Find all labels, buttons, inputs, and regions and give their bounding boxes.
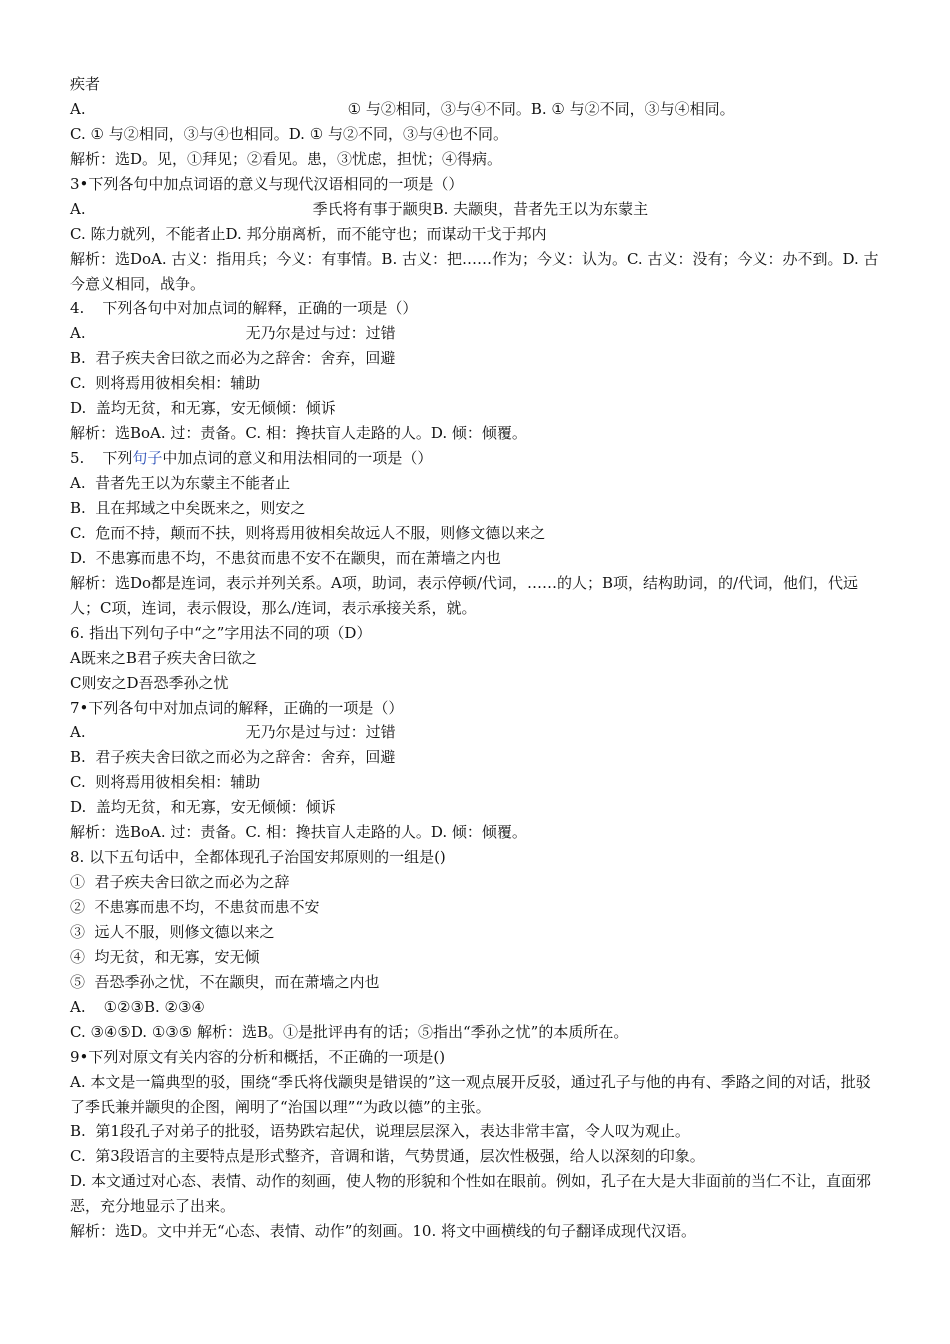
option-label: A. xyxy=(70,324,86,343)
sentence-link[interactable]: 句子 xyxy=(132,449,163,468)
analysis-line: 解析：选BoA. 过：责备。C. 相：搀扶盲人走路的人。D. 倾：倾覆。 xyxy=(70,424,527,443)
option-line: B. 且在邦域之中矣既来之，则安之 xyxy=(70,498,306,517)
option-line: D. 盖均无贫，和无寡，安无倾倾：倾诉 xyxy=(70,798,336,817)
option-line: C. 陈力就列，不能者止D. 邦分崩离析，而不能守也；而谋动干戈于邦内 xyxy=(70,224,547,243)
question-text: 中加点词的意义和用法相同的一项是（） xyxy=(162,449,433,468)
option-line xyxy=(70,720,885,745)
option-line xyxy=(70,97,885,122)
option-line: A. 本文是一篇典型的驳，围绕“季氏将伐颛臾是错误的”这一观点展开反驳，通过孔子与他的冉有、季路之间的对话，批驳了季氏兼并颛臾的企图，阐明了“治国以理”“为政以德”的主张。 xyxy=(70,1072,871,1116)
option-line: B. 君子疾夫舍曰欲之而必为之辞舍：舍弃，回避 xyxy=(70,349,396,368)
option-line xyxy=(70,197,885,222)
option-text: 季氏将有事于颛臾B. 夫颛臾，昔者先王以为东蒙主 xyxy=(312,199,649,218)
option-text: 无乃尔是过与过：过错 xyxy=(245,723,396,742)
option-line: B. 第1段孔子对弟子的批驳，语势跌宕起伏，说理层层深入，表达非常丰富，令人叹为观止。 xyxy=(70,1122,690,1141)
option-label: A. xyxy=(70,199,86,218)
option-line: C则安之D吾恐季孙之忧 xyxy=(70,673,229,692)
option-text: 无乃尔是过与过：过错 xyxy=(245,324,396,343)
question-5 xyxy=(70,446,885,471)
question-4 xyxy=(70,296,885,321)
list-item: ① 君子疾夫舍曰欲之而必为之辞 xyxy=(70,873,290,892)
option-line: C. 第3段语言的主要特点是形式整齐，音调和谐，气势贯通，层次性极强，给人以深刻的印象。 xyxy=(70,1147,705,1166)
question-6: 6. 指出下列句子中“之”字用法不同的项（D） xyxy=(70,623,372,642)
analysis-line: 解析：选BoA. 过：责备。C. 相：搀扶盲人走路的人。D. 倾：倾覆。 xyxy=(70,823,527,842)
option-line: C. 危而不持，颠而不扶，则将焉用彼相矣故远人不服，则修文德以来之 xyxy=(70,523,546,542)
option-line xyxy=(70,321,885,346)
option-line: A既来之B君子疾夫舍曰欲之 xyxy=(70,648,257,667)
text-line: 疾者 xyxy=(70,75,101,93)
list-item: ② 不患寡而患不均，不患贫而患不安 xyxy=(70,898,320,916)
analysis-line: 解析：选D。见，①拜见；②看见。患，③忧虑，担忧；④得病。 xyxy=(70,149,503,168)
document-page xyxy=(70,72,885,1244)
question-7: 7•下列各句中对加点词的解释，正确的一项是（） xyxy=(70,698,404,717)
option-label: A. xyxy=(70,99,86,118)
option-line: C. 则将焉用彼相矣相：辅助 xyxy=(70,374,261,393)
analysis-line: 解析：选D。文中并无“心态、表情、动作”的刻画。10. 将文中画横线的句子翻译成现代汉语。 xyxy=(70,1222,696,1241)
option-label: A. xyxy=(70,723,86,742)
option-label: A. xyxy=(70,997,86,1016)
option-line: C. ③④⑤D. ①③⑤ 解析：选B。①是批评冉有的话；⑤指出“季孙之忧”的本质所在。 xyxy=(70,1022,629,1041)
list-item: ④ 均无贫，和无寡，安无倾 xyxy=(70,947,260,966)
option-text: ① 与②相同，③与④不同。B. ① 与②不同，③与④相同。 xyxy=(347,99,735,118)
option-line xyxy=(70,995,885,1020)
question-number: 4. xyxy=(70,299,85,318)
question-3: 3•下列各句中加点词语的意义与现代汉语相同的一项是（） xyxy=(70,174,464,193)
question-9: 9•下列对原文有关内容的分析和概括，不正确的一项是() xyxy=(70,1047,446,1066)
option-line: D. 盖均无贫，和无寡，安无倾倾：倾诉 xyxy=(70,399,336,418)
option-line: C. ① 与②相同，③与④也相同。D. ① 与②不同，③与④也不同。 xyxy=(70,124,508,143)
question-text: 下列 xyxy=(102,449,133,468)
analysis-line: 解析：选DoA. 古义：指用兵；今义：有事情。B. 古义：把……作为；今义：认为。C. 古义：没有；今义：办不到。D. 古今意义相同，战争。 xyxy=(70,249,879,293)
list-item: ③ 远人不服，则修文德以来之 xyxy=(70,922,275,941)
question-text: 下列各句中对加点词的解释，正确的一项是（） xyxy=(102,299,418,318)
question-number: 5. xyxy=(70,449,85,468)
option-line: B. 君子疾夫舍曰欲之而必为之辞舍：舍弃，回避 xyxy=(70,748,396,767)
option-text: ①②③B. ②③④ xyxy=(103,997,205,1016)
analysis-line: 解析：选Do都是连词，表示并列关系。A项，助词，表示停顿/代词，……的人；B项，结构助词，的/代词，他们，代远人；C项，连词，表示假设，那么/连词，表示承接关系，就。 xyxy=(70,573,859,617)
option-line: A. 昔者先王以为东蒙主不能者止 xyxy=(70,474,291,493)
list-item: ⑤ 吾恐季孙之忧，不在颛臾，而在萧墙之内也 xyxy=(70,972,380,991)
option-line: C. 则将焉用彼相矣相：辅助 xyxy=(70,773,261,792)
question-8: 8. 以下五句话中，全都体现孔子治国安邦原则的一组是() xyxy=(70,848,446,867)
option-line: D. 不患寡而患不均，不患贫而患不安不在颛臾，而在萧墙之内也 xyxy=(70,548,501,567)
option-line: D. 本文通过对心态、表情、动作的刻画，使人物的形貌和个性如在眼前。例如，孔子在大是大非面前的当仁不让，直面邪恶，充分地显示了出来。 xyxy=(70,1172,872,1216)
